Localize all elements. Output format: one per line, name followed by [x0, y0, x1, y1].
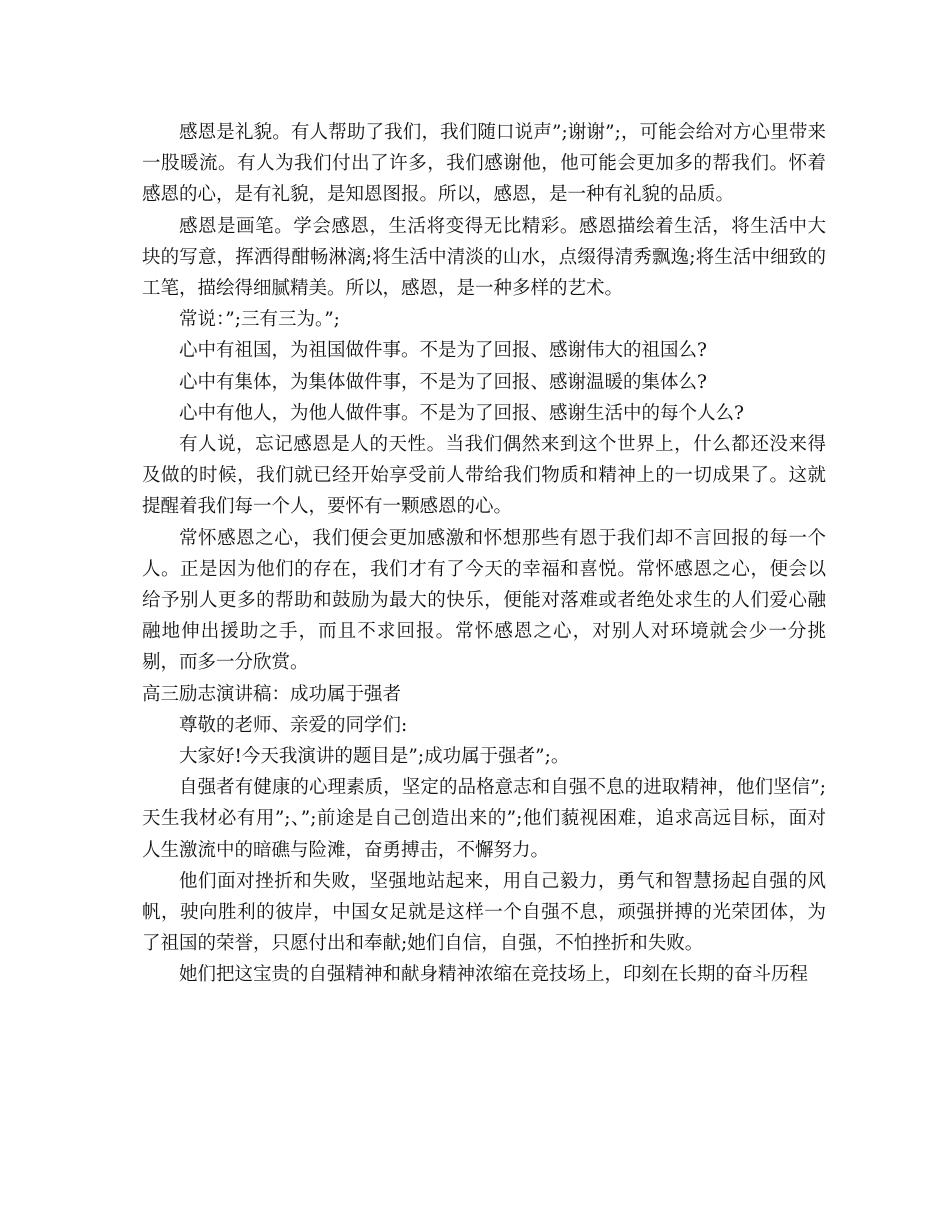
- paragraph: 她们把这宝贵的自强精神和献身精神浓缩在竞技场上，印刻在长期的奋斗历程: [179, 964, 809, 986]
- paragraph: 心中有他人，为他人做件事。不是为了回报、感谢生活中的每个人么?: [179, 402, 744, 424]
- section-heading: 高三励志演讲稿：成功属于强者: [142, 683, 402, 705]
- paragraph: 有人说，忘记感恩是人的天性。当我们偶然来到这个世界上，什么都还没来得及做的时候，我们就已经开始享受前人带给我们物质和精神上的一切成果了。这就提醒着我们每一个人，要怀有一颗感恩的心。: [142, 434, 826, 518]
- paragraph: 感恩是礼貌。有人帮助了我们，我们随口说声”;谢谢”;，可能会给对方心里带来一股暖流。有人为我们付出了许多，我们感谢他，他可能会更加多的帮我们。怀着感恩的心，是有礼貌，是知恩图报。所以，感恩，是一种有礼貌的品质。: [142, 122, 826, 206]
- document-page: [142, 117, 826, 991]
- paragraph: 他们面对挫折和失败，坚强地站起来，用自己毅力，勇气和智慧扬起自强的风帆，驶向胜利的彼岸，中国女足就是这样一个自强不息，顽强拼搏的光荣团体，为了祖国的荣誉，只愿付出和奉献;她们自信，自强，不怕挫折和失败。: [142, 870, 826, 955]
- paragraph: 大家好!今天我演讲的题目是”;成功属于强者”;。: [179, 746, 570, 768]
- paragraph: 常说：”;三有三为。”;: [179, 309, 340, 331]
- paragraph: 心中有集体，为集体做件事，不是为了回报、感谢温暖的集体么?: [179, 371, 707, 393]
- paragraph: 自强者有健康的心理素质，坚定的品格意志和自强不息的进取精神，他们坚信”;天生我材必有用”;、”;前途是自己创造出来的”;他们藐视困难，追求高远目标，面对人生激流中的暗礁与险滩，奋勇搏击，不懈努力。: [142, 777, 826, 861]
- paragraph: 心中有祖国，为祖国做件事。不是为了回报、感谢伟大的祖国么?: [179, 340, 707, 362]
- paragraph: 常怀感恩之心，我们便会更加感激和怀想那些有恩于我们却不言回报的每一个人。正是因为他们的存在，我们才有了今天的幸福和喜悦。常怀感恩之心，便会以给予别人更多的帮助和鼓励为最大的快乐，便能对落难或者绝处求生的人们爱心融融地伸出援助之手，而且不求回报。常怀感恩之心，对别人对环境就会少一分挑剔，而多一分欣赏。: [142, 527, 826, 674]
- paragraph: 感恩是画笔。学会感恩，生活将变得无比精彩。感恩描绘着生活，将生活中大块的写意，挥洒得酣畅淋漓;将生活中清淡的山水，点缀得清秀飘逸;将生活中细致的工笔，描绘得细腻精美。所以，感恩，是一种多样的艺术。: [142, 215, 826, 300]
- salutation: 尊敬的老师、亲爱的同学们:: [179, 714, 408, 736]
